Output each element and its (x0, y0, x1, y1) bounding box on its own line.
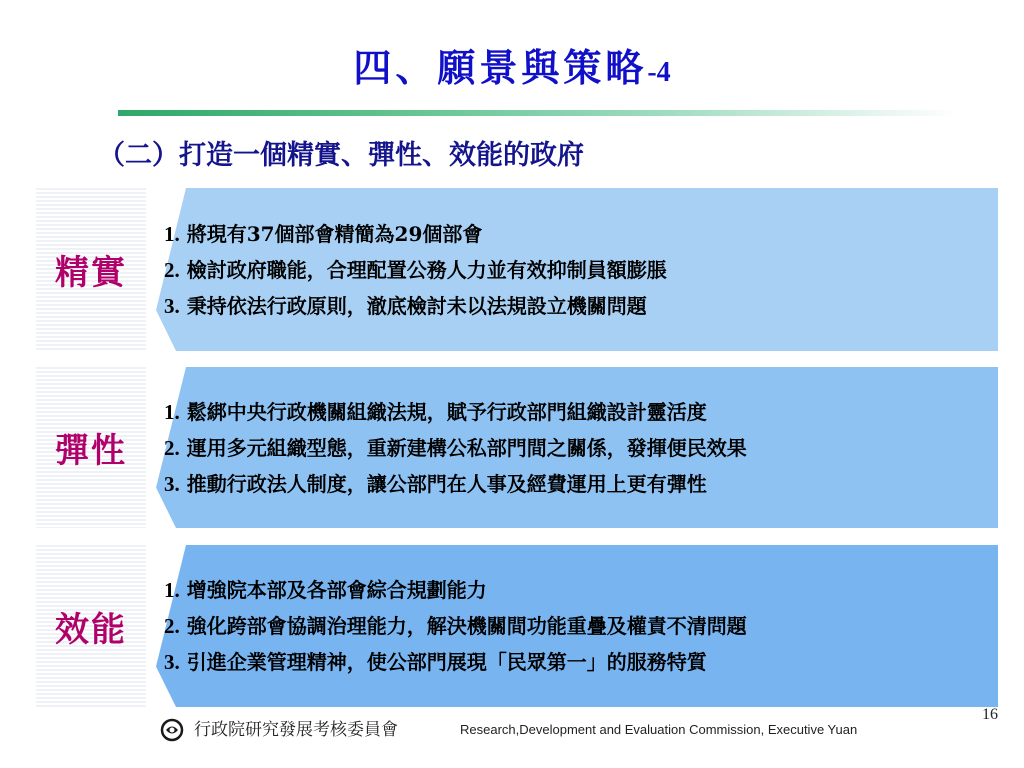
page-number: 16 (982, 706, 998, 723)
list-item: 3. 推動行政法人制度，讓公部門在人事及經費運用上更有彈性 (164, 471, 707, 496)
panel-items (164, 188, 992, 351)
list-item: 1. 鬆綁中央行政機關組織法規，賦予行政部門組織設計靈活度 (164, 399, 707, 424)
rdec-logo-icon (160, 718, 184, 742)
panel-items (164, 367, 992, 528)
list-item: 2. 強化跨部會協調治理能力，解決機關間功能重疊及權責不清問題 (164, 614, 747, 638)
panel-efficiency (36, 545, 998, 707)
list-item: 3. 秉持依法行政原則，澈底檢討未以法規設立機關問題 (164, 293, 647, 318)
footer-org-chinese: 行政院研究發展考核委員會 (194, 720, 398, 740)
list-item: 1. 增強院本部及各部會綜合規劃能力 (164, 578, 487, 602)
panel-flexibility (36, 367, 998, 528)
list-item: 2. 運用多元組織型態，重新建構公私部門間之關係，發揮便民效果 (164, 435, 747, 460)
list-item: 3. 引進企業管理精神，使公部門展現「民眾第一」的服務特質 (164, 650, 707, 674)
panel-label: 彈性 (55, 431, 127, 471)
panel-label-box (36, 545, 146, 707)
title-underline (118, 110, 958, 116)
list-item: 1. 將現有37個部會精簡為29個部會 (164, 221, 483, 246)
panel-items (164, 545, 992, 707)
panel-lean (36, 188, 998, 351)
slide-title-text: 四、願景與策略 (353, 45, 648, 90)
slide-subtitle: （二）打造一個精實、彈性、效能的政府 (98, 140, 584, 171)
slide-title-suffix: -4 (647, 57, 671, 88)
panel-label-box (36, 188, 146, 351)
panel-label: 精實 (55, 253, 127, 293)
panel-label-box (36, 367, 146, 528)
list-item: 2. 檢討政府職能，合理配置公務人力並有效抑制員額膨脹 (164, 257, 667, 282)
panel-label: 效能 (55, 609, 127, 650)
slide-title (0, 44, 1024, 97)
footer-org-english: Research,Development and Evaluation Commission, Executive Yuan (460, 722, 858, 737)
